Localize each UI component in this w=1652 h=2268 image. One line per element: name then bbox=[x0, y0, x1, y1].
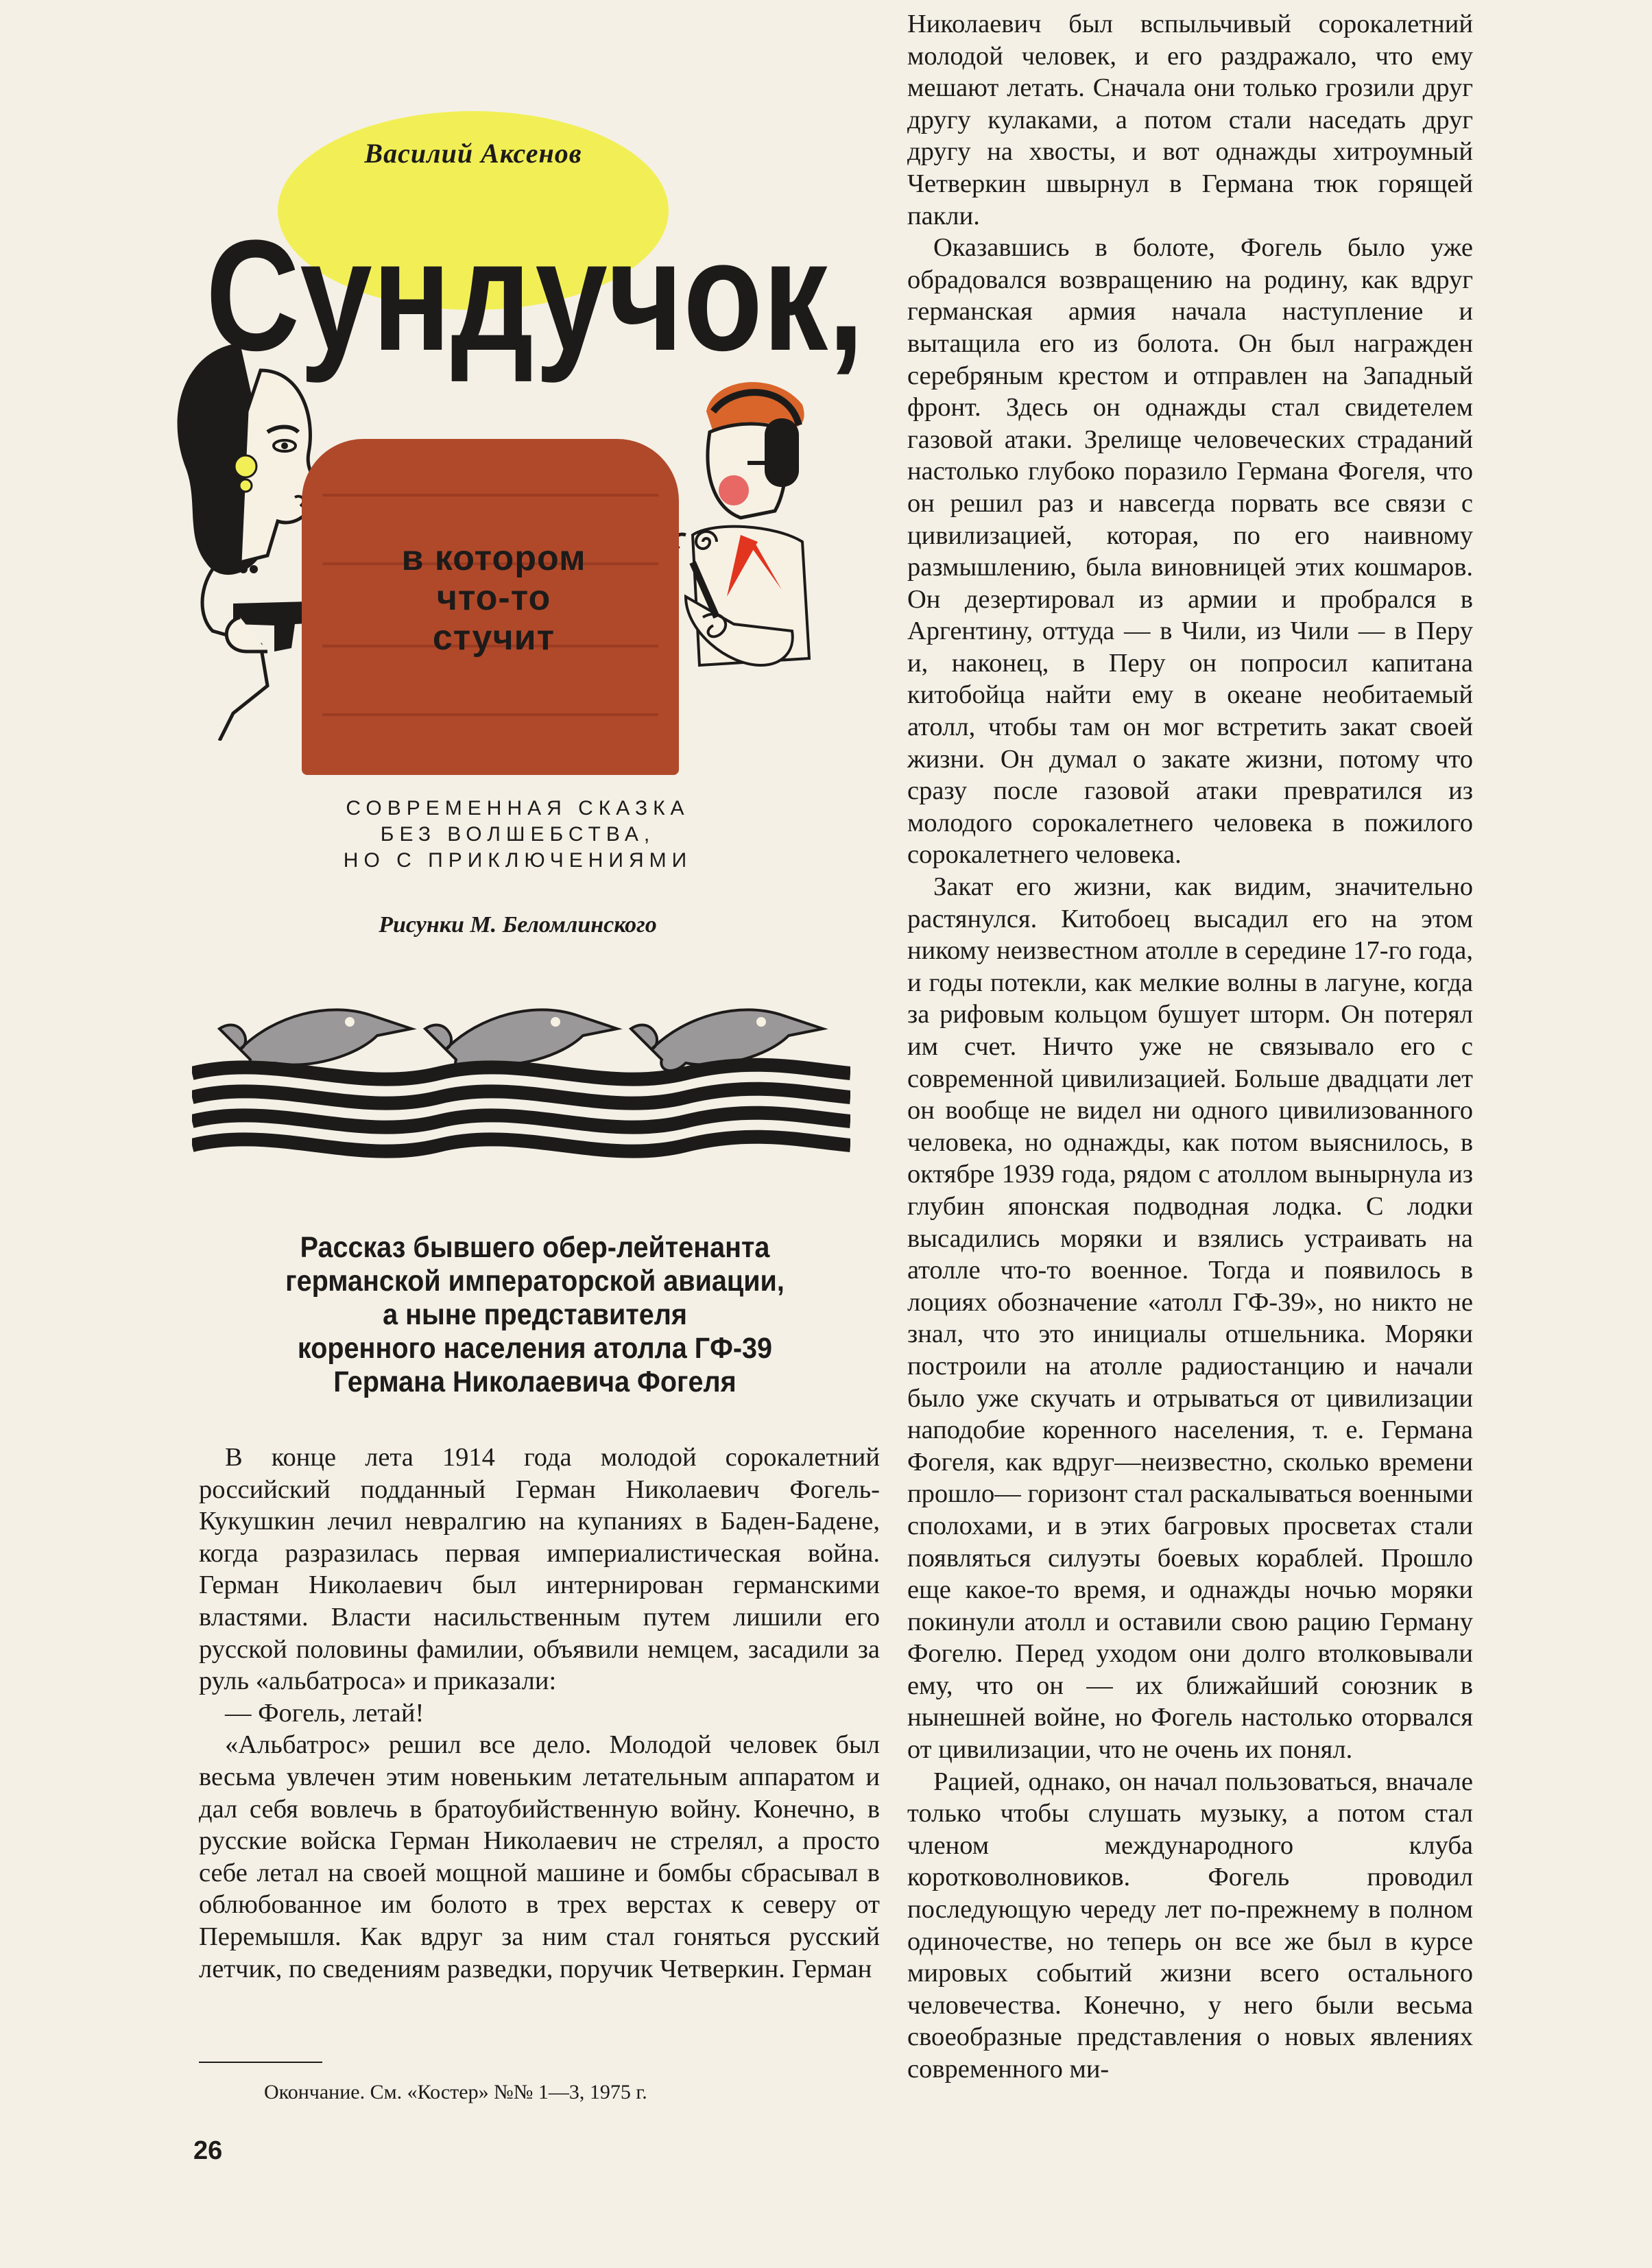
subtitle-line: БЕЗ ВОЛШЕБСТВА, bbox=[380, 823, 656, 846]
headline-line: а ныне представителя bbox=[383, 1298, 687, 1331]
paragraph: Оказавшись в болоте, Фогель было уже обрадовался возвращению на родину, как вдруг германская армия начала наступление и вытащила его из болота. Он был награжден серебряным крестом и отправлен на Западный фронт. Здесь он однажды стал свидетелем газовой атаки. Зрелище человеческих страданий настолько глубоко поразило Германа Фогеля, что он решил раз и навсегда порвать все связи с цивилизацией, которая, по его наивному размышлению, была виновницей этих кошмаров. Он дезертировал из армии и пробрался в Аргентину, оттуда — в Чили, из Чили — в Перу и, наконец, в Перу он попросил капитана китобойца найти ему в океане необитаемый атолл, чтобы там он мог встретить закат своей жизни. Он думал о закате жизни, потому что сразу после газовой атаки превратился из молодого сорокалетнего человека в пожилого сорокалетнего человека. bbox=[907, 233, 1473, 870]
paragraph: — Фогель, летай! bbox=[225, 1698, 424, 1728]
subtitle-line: НО С ПРИКЛЮЧЕНИЯМИ bbox=[343, 849, 693, 872]
body-column-right bbox=[907, 8, 1473, 2086]
title-continuation-line: что-то bbox=[436, 578, 551, 618]
swirl-ornament-icon bbox=[686, 521, 727, 562]
footnote: Окончание. См. «Костер» №№ 1—3, 1975 г. bbox=[264, 2081, 647, 2103]
author-name: Василий Аксенов bbox=[364, 138, 582, 169]
page-number: 26 bbox=[193, 2136, 223, 2165]
title-continuation-line: в котором bbox=[401, 538, 586, 578]
waves bbox=[192, 1065, 850, 1151]
paragraph: Рацией, однако, он начал пользоваться, вначале только чтобы слушать музыку, а потом стал членом международного клуба коротковолновиков. Фогель проводил последующую череду лет по-прежнему в полном одиночестве, но теперь он все же был в курсе мировых событий жизни всего остального человечества. Конечно, у него были весьма своеобразные представления о новых явлениях современного ми- bbox=[907, 1767, 1473, 2084]
title-continuation bbox=[357, 538, 631, 658]
headline-line: коренного населения атолла ГФ-39 bbox=[297, 1332, 773, 1365]
footnote-divider bbox=[199, 2062, 322, 2063]
subtitle-line: СОВРЕМЕННАЯ СКАЗКА bbox=[346, 797, 690, 820]
story-title-text: Сундучок, bbox=[206, 207, 864, 383]
paragraph: Закат его жизни, как видим, значительно растянулся. Китобоец высадил его на этом никому неизвестном атолле в середине 17-го года, и годы потекли, как мелкие волны в лагуне, когда за рифовым кольцом бушует шторм. Он потерял им счет. Ничто уже не связывало его с современной цивилизацией. Больше двадцати лет он вообще не видел ни одного цивилизованного человека, но однажды, как потом выяснилось, в октябре 1939 года, рядом с атоллом вынырнула из глубин японская подводная лодка. С лодки высадились моряки и взялись устраивать на атолле что-то военное. Тогда и появилось в лоциях обозначение «атолл ГФ-39», но никто не знал, что это инициалы отшельника. Моряки построили на атолле радиостанцию и начали было уже скучать и отрываться от цивилизации наподобие коренного населения, т. е. Германа Фогеля, как вдруг—неизвестно, сколько времени прошло— горизонт стал раскалываться военными сполохами, и в этих багровых просветах стали появляться силуэты боевых кораблей. Прошло еще какое-то время, и однажды ночью моряки покинули атолл и оставили свою рацию Герману Фогелю. Перед уходом они долго втолковывали ему, что он — их ближайший союзник в нынешней войне, но Фогель настолько оторвался от цивилизации, что не очень их понял. bbox=[907, 872, 1473, 1765]
headline-line: германской императорской авиации, bbox=[285, 1265, 785, 1298]
paragraph: «Альбатрос» решил все дело. Молодой человек был весьма увлечен этим новеньким летательным аппаратом и дал себя вовлечь в братоубийственную войну. Конечно, в русские войска Герман Николаевич не стрелял, а просто себе летал на своей мощной машине и бомбы сбрасывал в облюбованное им болото в трех верстах к северу от Перемышля. Как вдруг за ним стал гоняться русский летчик, по сведениям разведки, поручик Четверкин. Герман bbox=[199, 1730, 880, 1983]
body-column-left bbox=[199, 1442, 880, 1985]
dolphin-icon bbox=[425, 1010, 617, 1071]
title-continuation-line: стучит bbox=[432, 618, 555, 658]
story-headline bbox=[232, 1231, 837, 1399]
dolphins-waves-illustration bbox=[192, 988, 850, 1166]
illustrator-credit: Рисунки М. Беломлинского bbox=[379, 912, 657, 938]
paragraph: Николаевич был вспыльчивый сорокалетний молодой человек, и его раздражало, что ему мешают летать. Сначала они только грозили друг другу кулаками, а потом стали наседать друг другу на хвосты, и вот однажды хитроумный Четверкин швырнул в Германа тюк горящей пакли. bbox=[907, 10, 1473, 230]
story-subtitle bbox=[302, 796, 734, 874]
headline-line: Рассказ бывшего обер-лейтенанта bbox=[300, 1231, 770, 1264]
headline-line: Германа Николаевича Фогеля bbox=[333, 1365, 737, 1398]
paragraph: В конце лета 1914 года молодой сорокалетний российский подданный Герман Николаевич Фогель-Кукушкин лечил невралгию на купаниях в Баден-Бадене, когда разразилась первая империалистическая война. Герман Николаевич был интернирован германскими властями. Власти насильственным путем лишили его русской половины фамилии, объявили немцем, засадили за руль «альбатроса» и приказали: bbox=[199, 1443, 880, 1696]
story-title bbox=[192, 206, 878, 384]
